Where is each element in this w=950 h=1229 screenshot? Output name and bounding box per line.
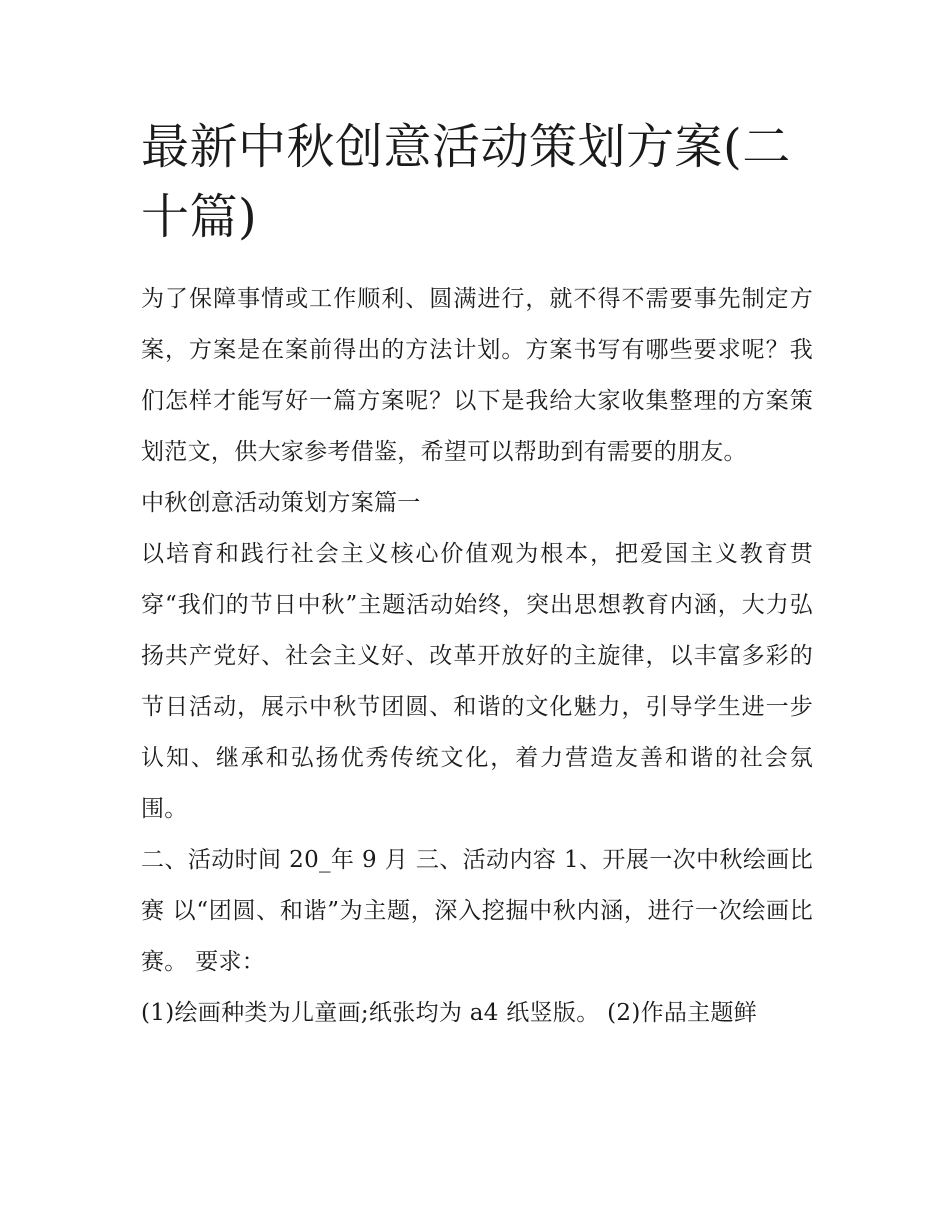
requirements-paragraph: (1)绘画种类为儿童画;纸张均为 a4 纸竖版。 (2)作品主题鲜 xyxy=(141,1000,758,1026)
section-heading: 中秋创意活动策划方案篇一 xyxy=(141,490,421,516)
activity-paragraph: 二、活动时间 20_年 9 月 三、活动内容 1、开展一次中秋绘画比赛 以“团圆、和谐”为主题，深入挖掘中秋内涵，进行一次绘画比赛。 要求： xyxy=(141,847,813,975)
document-page xyxy=(141,112,813,1039)
document-title: 最新中秋创意活动策划方案(二十篇) xyxy=(141,119,791,245)
intro-paragraph: 为了保障事情或工作顺利、圆满进行，就不得不需要事先制定方案，方案是在案前得出的方法计划。方案书写有哪些要求呢？我们怎样才能写好一篇方案呢？以下是我给大家收集整理的方案策划范文，供大家参考借鉴，希望可以帮助到有需要的朋友。 xyxy=(141,286,813,465)
body-paragraph: 以培育和践行社会主义核心价值观为根本，把爱国主义教育贯穿“我们的节日中秋”主题活动始终，突出思想教育内涵，大力弘扬共产党好、社会主义好、改革开放好的主旋律，以丰富多彩的节日活动，展示中秋节团圆、和谐的文化魅力，引导学生进一步认知、继承和弘扬优秀传统文化，着力营造友善和谐的社会氛围。 xyxy=(141,541,813,822)
